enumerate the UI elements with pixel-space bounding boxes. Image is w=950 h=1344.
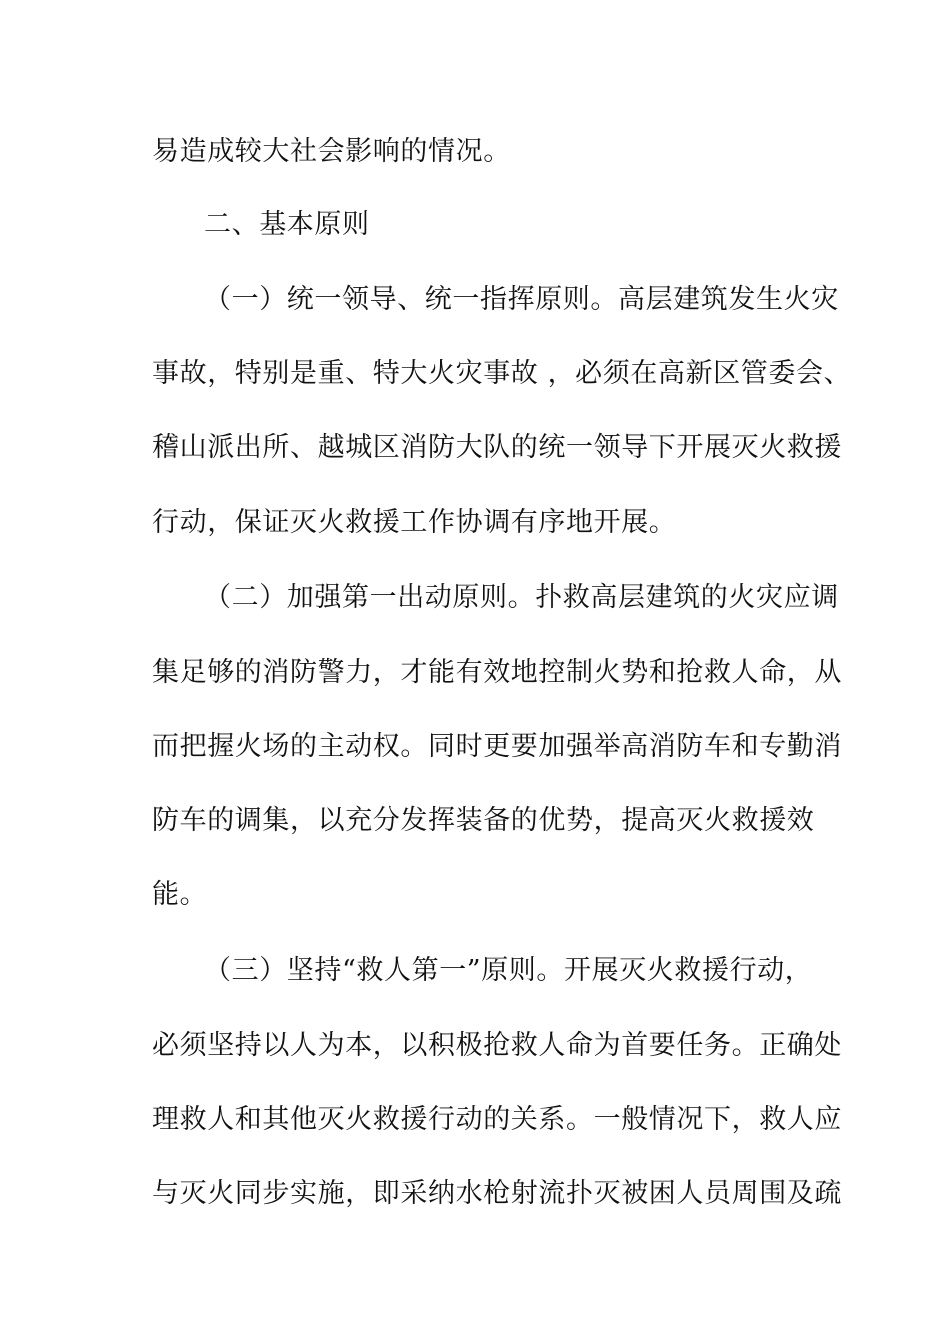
text-line: 易造成较大社会影响的情况。 — [152, 136, 511, 167]
text-line: （三）坚持“救人第一”原则。开展灭火救援行动， — [204, 955, 813, 986]
text-line: 稽山派出所、越城区消防大队的统一领导下开展灭火救援 — [152, 432, 842, 463]
text-line: （一）统一领导、统一指挥原则。高层建筑发生火灾 — [204, 284, 839, 315]
text-line: （二）加强第一出动原则。扑救高层建筑的火灾应调 — [204, 582, 839, 613]
section-heading: 二、基本原则 — [204, 209, 370, 240]
text-line: 能。 — [152, 879, 208, 910]
text-line: 行动，保证灭火救援工作协调有序地开展。 — [152, 507, 677, 538]
text-line: 而把握火场的主动权。同时更要加强举高消防车和专勤消 — [152, 731, 842, 762]
text-line: 理救人和其他灭火救援行动的关系。一般情况下，救人应 — [152, 1104, 842, 1135]
text-line: 必须坚持以人为本，以积极抢救人命为首要任务。正确处 — [152, 1030, 842, 1061]
text-line: 与灭火同步实施，即采纳水枪射流扑灭被困人员周围及疏 — [152, 1178, 842, 1209]
text-line: 集足够的消防警力，才能有效地控制火势和抢救人命，从 — [152, 657, 842, 688]
text-line: 防车的调集，以充分发挥装备的优势，提高灭火救援效 — [152, 805, 815, 836]
text-line: 事故，特别是重、特大火灾事故 ，必须在高新区管委会、 — [152, 358, 852, 389]
